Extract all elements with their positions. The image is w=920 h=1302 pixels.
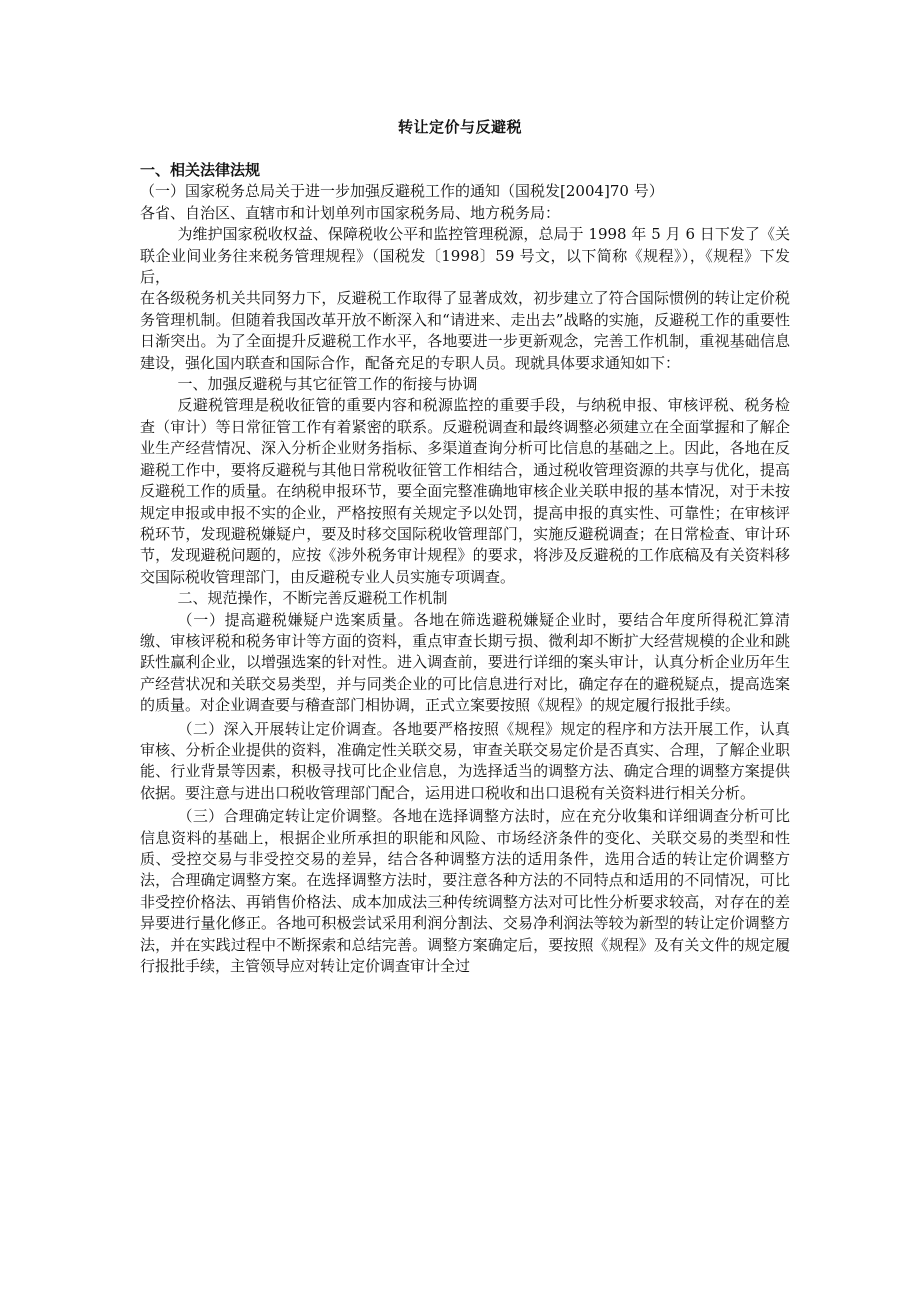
paragraph-2-2: （二）深入开展转让定价调查。各地要严格按照《规程》规定的程序和方法开展工作，认真审核、分析企业提供的资料，准确定性关联交易，审查关联交易定价是否真实、合理，了解企业职能、行业背景等因素，积极寻找可比企业信息，为选择适当的调整方法、确定合理的调整方案提供依据。要注意与进出口税收管理部门配合，运用进口税收和出口退税有关资料进行相关分析。 [140, 719, 790, 802]
intro-paragraph-1: 为维护国家税收权益、保障税收公平和监控管理税源，总局于 1998 年 5 月 6 日下发了《关联企业间业务往来税务管理规程》（国税发〔1998〕59 号文，以下简称《规程》），《规程》下发后， [140, 225, 790, 287]
intro-paragraph-2: 在各级税务机关共同努力下，反避税工作取得了显著成效，初步建立了符合国际惯例的转让定价税务管理机制。但随着我国改革开放不断深入和“请进来、走出去”战略的实施，反避税工作的重要性日渐突出。为了全面提升反避税工作水平，各地要进一步更新观念，完善工作机制，重视基础信息建设，强化国内联查和国际合作，配备充足的专职人员。现就具体要求通知如下： [140, 289, 790, 372]
paragraph-1: 反避税管理是税收征管的重要内容和税源监控的重要手段，与纳税申报、审核评税、税务检查（审计）等日常征管工作有着紧密的联系。反避税调查和最终调整必须建立在全面掌握和了解企业生产经营情况、深入分析企业财务指标、多渠道查询分析可比信息的基础之上。因此，各地在反避税工作中，要将反避税与其他日常税收征管工作相结合，通过税收管理资源的共享与优化，提高反避税工作的质量。在纳税申报环节，要全面完整准确地审核企业关联申报的基本情况，对于未按规定申报或申报不实的企业，严格按照有关规定予以处罚，提高申报的真实性、可靠性；在审核评税环节，发现避税嫌疑户，要及时移交国际税收管理部门，实施反避税调查；在日常检查、审计环节，发现避税问题的，应按《涉外税务审计规程》的要求，将涉及反避税的工作底稿及有关资料移交国际税收管理部门，由反避税专业人员实施专项调查。 [140, 396, 790, 586]
paragraph-2-1: （一）提高避税嫌疑户选案质量。各地在筛选避税嫌疑企业时，要结合年度所得税汇算清缴、审核评税和税务审计等方面的资料，重点审查长期亏损、微利却不断扩大经营规模的企业和跳跃性赢利企业，以增强选案的针对性。进入调查前，要进行详细的案头审计，认真分析企业历年生产经营状况和关联交易类型，并与同类企业的可比信息进行对比，确定存在的避税疑点，提高选案的质量。对企业调查要与稽查部门相协调，正式立案要按照《规程》的规定履行报批手续。 [140, 610, 790, 715]
document-body [140, 160, 790, 977]
subheading-1: 一、加强反避税与其它征管工作的衔接与协调 [177, 375, 478, 394]
subheading-2: 二、规范操作，不断完善反避税工作机制 [177, 589, 448, 608]
paragraph-2-3: （三）合理确定转让定价调整。各地在选择调整方法时，应在充分收集和详细调查分析可比信息资料的基础上，根据企业所承担的职能和风险、市场经济条件的变化、关联交易的类型和性质、受控交易与非受控交易的差异，结合各种调整方法的适用条件，选用合适的转让定价调整方法，合理确定调整方案。在选择调整方法时，要注意各种方法的不同特点和适用的不同情况，可比非受控价格法、再销售价格法、成本加成法三种传统调整方法对可比性分析要求较高，对存在的差异要进行量化修正。各地可积极尝试采用利润分割法、交易净利润法等较为新型的转让定价调整方法，并在实践过程中不断探索和总结完善。调整方案确定后，要按照《规程》及有关文件的规定履行报批手续，主管领导应对转让定价调查审计全过 [140, 807, 790, 976]
section-heading: 一、相关法律法规 [140, 161, 261, 179]
addressee-line: 各省、自治区、直辖市和计划单列市国家税务局、地方税务局： [140, 203, 561, 222]
notice-title: （一）国家税务总局关于进一步加强反避税工作的通知（国税发[2004]70 号） [140, 182, 664, 201]
document-title: 转让定价与反避税 [397, 118, 522, 136]
